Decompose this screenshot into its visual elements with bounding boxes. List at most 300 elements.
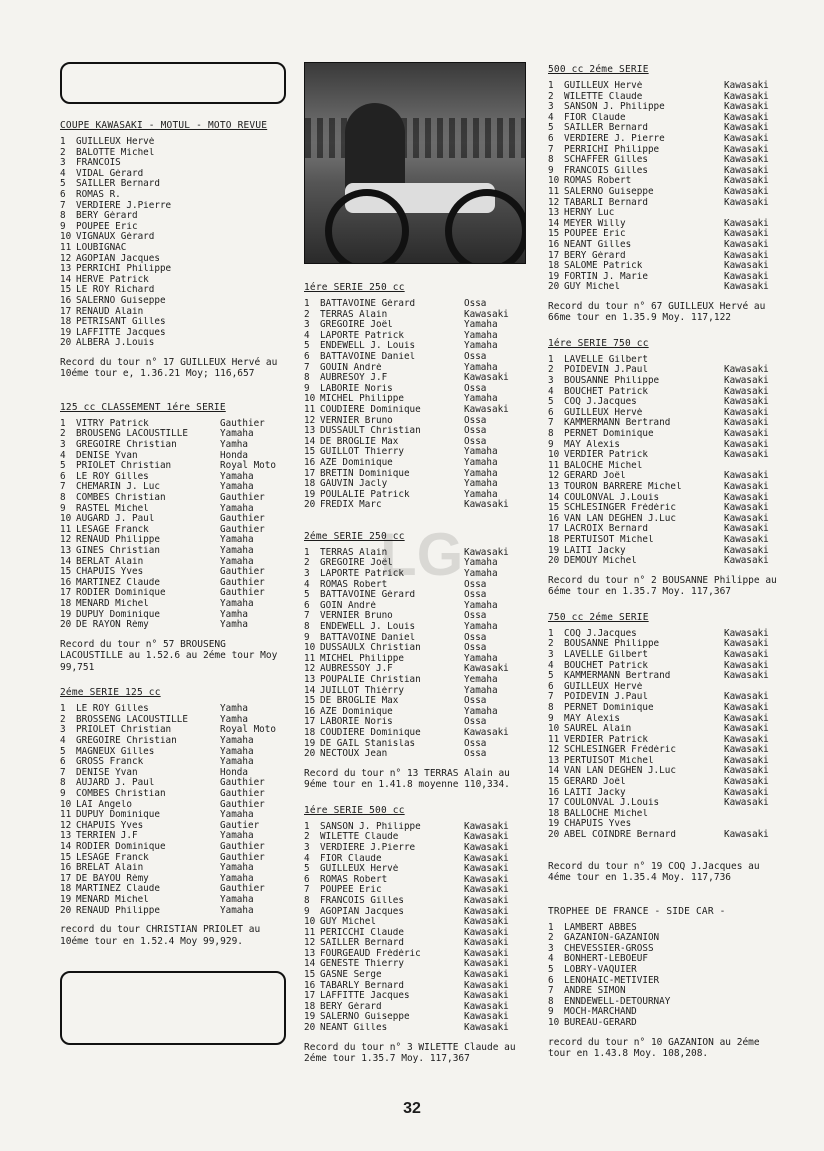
position-number: 4 — [304, 578, 310, 590]
position-number: 3 — [548, 648, 554, 660]
rider-name: BROSSENG LACOUSTILLE — [76, 714, 188, 725]
make-name: Kawasaki — [724, 733, 769, 745]
rider-name: SCHLESINGER Frédéric — [564, 745, 676, 756]
position-number: 6 — [548, 406, 554, 418]
position-number: 6 — [304, 873, 310, 885]
rider-name: LABORIE Noris — [320, 717, 393, 728]
position-number: 11 — [548, 733, 560, 745]
rider-name: LAITI Jacky — [564, 545, 626, 556]
position-number: 10 — [548, 1016, 560, 1028]
lap-record: Record du tour n° 3 WILETTE Claude au 2éme tour 1.35.7 Moy. 117,367 — [304, 1041, 516, 1065]
rider-name: BRELAT Alain — [76, 863, 144, 874]
position-number: 15 — [304, 446, 316, 458]
make-name: Yamaha — [464, 621, 498, 633]
rider-name: LAPORTE Patrick — [320, 330, 404, 341]
position-number: 16 — [60, 862, 72, 874]
make-name: Kawasaki — [724, 797, 769, 809]
make-name: Ossa — [464, 642, 487, 654]
result-row — [60, 328, 286, 339]
section-title: 1ére SERIE 750 cc — [548, 337, 649, 349]
rider-name: LAITI Jacky — [564, 787, 626, 798]
result-row — [548, 997, 784, 1008]
lap-record: Record du tour n° 67 GUILLEUX Hervé au 66me tour en 1.35.9 Moy. 117,122 — [548, 300, 766, 324]
rider-name: PRIOLET Christian — [76, 725, 172, 736]
rider-name: GENESTE Thierry — [320, 959, 404, 970]
make-name: Ossa — [464, 610, 487, 622]
make-name: Yamaha — [220, 862, 254, 874]
position-number: 17 — [548, 523, 560, 535]
position-number: 8 — [548, 428, 554, 440]
rider-name: BOUSANNE Philippe — [564, 376, 660, 387]
make-name: Yamaha — [220, 502, 254, 514]
result-row — [60, 546, 286, 557]
position-number: 2 — [60, 146, 66, 158]
result-row — [304, 416, 530, 427]
result-row — [60, 317, 286, 328]
position-number: 19 — [304, 737, 316, 749]
position-number: 20 — [548, 829, 560, 841]
position-number: 3 — [548, 942, 554, 954]
rider-name: FRANCOIS Gilles — [320, 895, 404, 906]
position-number: 1 — [304, 820, 310, 832]
rider-name: SCHAFFER Gilles — [564, 155, 648, 166]
position-number: 13 — [304, 947, 316, 959]
result-row — [548, 798, 784, 809]
rider-name: CHEVESSIER-GROSS — [564, 943, 654, 954]
position-number: 9 — [548, 1006, 554, 1018]
rider-name: LAVELLE Gilbert — [564, 649, 648, 660]
result-row — [304, 896, 530, 907]
rider-name: LE ROY Gilles — [76, 471, 149, 482]
position-number: 11 — [304, 652, 316, 664]
lap-record: Record du tour n° 57 BROUSENG LACOUSTILLE au 1.52.6 au 2éme tour Moy 99,751 — [60, 638, 278, 673]
result-row — [548, 830, 784, 841]
result-row — [304, 299, 530, 310]
rider-name: BUREAU-GERARD — [564, 1017, 637, 1028]
position-number: 7 — [60, 481, 66, 493]
position-number: 2 — [304, 831, 310, 843]
results-list — [304, 822, 530, 1034]
make-name: Kawasaki — [464, 499, 509, 511]
rider-name: GUILLEUX Hervé — [76, 137, 155, 147]
race-photo — [304, 62, 526, 264]
position-number: 10 — [548, 175, 560, 187]
rider-name: GOUIN André — [320, 362, 382, 373]
position-number: 4 — [548, 659, 554, 671]
position-number: 18 — [548, 807, 560, 819]
make-name: Yamaha — [220, 872, 254, 884]
make-name: Yamaha — [220, 597, 254, 609]
result-row — [60, 190, 286, 201]
position-number: 6 — [60, 470, 66, 482]
make-name: Ossa — [464, 578, 487, 590]
rider-name: WILETTE Claude — [564, 91, 643, 102]
make-name: Kawasaki — [724, 701, 769, 713]
make-name — [220, 148, 286, 159]
make-name: Gauthier — [220, 798, 265, 810]
position-number: 14 — [60, 840, 72, 852]
position-number: 19 — [60, 326, 72, 338]
position-number: 10 — [548, 449, 560, 461]
position-number: 1 — [548, 353, 554, 365]
make-name: Ossa — [464, 382, 487, 394]
rider-name: COMBES Christian — [76, 493, 166, 504]
result-row — [60, 169, 286, 180]
make-name: Kawasaki — [724, 122, 769, 134]
rider-name: BERY Gérard — [564, 250, 626, 261]
section-title: 2éme SERIE 125 cc — [60, 687, 161, 699]
position-number: 12 — [304, 937, 316, 949]
position-number: 18 — [60, 316, 72, 328]
position-number: 17 — [548, 249, 560, 261]
position-number: 5 — [304, 589, 310, 601]
make-name: Gauthier — [220, 417, 265, 429]
rider-name: POIDEVIN J.Paul — [564, 692, 648, 703]
rider-name: LAFFITTE Jacques — [320, 991, 410, 1002]
rider-name: RENAUD Philippe — [76, 905, 160, 916]
section-title: 500 cc 2éme SERIE — [548, 64, 649, 75]
rider-name: LESAGE Franck — [76, 524, 149, 535]
position-number: 6 — [60, 756, 66, 768]
make-name: Yamaha — [464, 568, 498, 580]
make-name: Kawasaki — [724, 491, 769, 503]
make-name — [724, 809, 784, 820]
lap-record: Record du tour n° 13 TERRAS Alain au 9éme tour en 1.41.8 moyenne 110,334. — [304, 767, 510, 791]
results-list — [60, 419, 286, 631]
rider-name: PRIOLET Christian — [76, 461, 172, 472]
position-number: 7 — [548, 691, 554, 703]
rider-name: ENDEWELL J. Louis — [320, 341, 416, 352]
result-row — [548, 1007, 784, 1018]
result-row — [60, 599, 286, 610]
result-row — [60, 704, 286, 715]
position-number: 3 — [304, 568, 310, 580]
rider-name: VAN LAN DEGHEN J.Luc — [564, 766, 676, 777]
position-number: 17 — [60, 305, 72, 317]
rider-name: SAILLER Bernard — [320, 938, 404, 949]
rider-name: BATTAVOINE Daniel — [320, 632, 416, 643]
make-name: Kawasaki — [464, 852, 509, 864]
rider-name: GUILLEUX Hervé — [564, 407, 643, 418]
make-name: Kawasaki — [724, 175, 769, 187]
results-list — [548, 81, 784, 293]
make-name — [220, 275, 286, 286]
position-number: 14 — [304, 958, 316, 970]
page-number: 32 — [403, 1100, 421, 1117]
position-number: 12 — [304, 663, 316, 675]
section-title: 2éme SERIE 250 cc — [304, 530, 405, 542]
column-right — [548, 62, 784, 1062]
rider-name: BATTAVOINE Daniel — [320, 351, 416, 362]
make-name — [220, 232, 286, 243]
rider-name: VERNIER Bruno — [320, 611, 393, 622]
position-number: 14 — [548, 765, 560, 777]
result-row — [304, 739, 530, 750]
result-row — [60, 307, 286, 318]
rider-name: AUBRESSOY J.F — [320, 664, 393, 675]
rider-name: PERRICHI Philippe — [76, 264, 172, 275]
make-name: Kawasaki — [464, 546, 509, 558]
rider-name: DE BROGLIE Max — [320, 436, 399, 447]
rider-name: PERICCHI Claude — [320, 927, 404, 938]
position-number: 1 — [304, 298, 310, 309]
position-number: 2 — [548, 90, 554, 102]
make-name: Yamaha — [464, 361, 498, 373]
result-row — [304, 749, 530, 760]
make-name — [724, 933, 784, 944]
make-name: Kawasaki — [724, 406, 769, 418]
results-list — [548, 355, 784, 567]
make-name: Kawasaki — [724, 638, 769, 650]
result-row — [60, 440, 286, 451]
make-name: Kawasaki — [464, 663, 509, 675]
rider-name: CHAPUIS Yves — [76, 820, 144, 831]
rider-name: LE ROY Gilles — [76, 704, 149, 715]
make-name: Kawasaki — [464, 947, 509, 959]
position-number: 18 — [304, 1000, 316, 1012]
rider-name: TABARLY Bernard — [320, 980, 404, 991]
make-name — [724, 944, 784, 955]
position-number: 5 — [548, 964, 554, 975]
position-number: 16 — [304, 456, 316, 468]
position-number: 9 — [304, 631, 310, 643]
result-row — [548, 482, 784, 493]
position-number: 3 — [548, 375, 554, 387]
make-name: Gauthier — [220, 883, 265, 895]
position-number: 16 — [60, 294, 72, 306]
rider-name: MOCH-MARCHAND — [564, 1007, 637, 1018]
position-number: 7 — [548, 143, 554, 155]
position-number: 15 — [60, 851, 72, 863]
rider-name: GUILLOT Thierry — [320, 447, 404, 458]
lap-record: Record du tour n° 17 GUILLEUX Hervé au 10éme tour e, 1.36.21 Moy; 116,657 — [60, 356, 278, 380]
rider-name: ENDEWELL J. Louis — [320, 622, 416, 633]
position-number: 8 — [304, 894, 310, 906]
section-title: TROPHEE DE FRANCE - SIDE CAR - — [548, 905, 726, 917]
results-list — [304, 299, 530, 511]
position-number: 18 — [548, 260, 560, 272]
result-row — [60, 137, 286, 148]
rider-name: PERNET Dominique — [564, 702, 654, 713]
rider-name: FIOR Claude — [564, 112, 626, 123]
make-name: Kawasaki — [724, 776, 769, 788]
position-number: 4 — [304, 852, 310, 864]
rider-name: POUPEE Eric — [76, 221, 138, 232]
rider-name: LABORIE Noris — [320, 383, 393, 394]
make-name: Kawasaki — [724, 523, 769, 535]
make-name: Ossa — [464, 631, 487, 643]
make-name: Kawasaki — [724, 670, 769, 682]
position-number: 10 — [304, 916, 316, 928]
position-number: 14 — [548, 491, 560, 503]
make-name: Kawasaki — [464, 884, 509, 896]
position-number: 1 — [548, 627, 554, 639]
make-name — [220, 211, 286, 222]
result-row — [548, 671, 784, 682]
position-number: 8 — [304, 621, 310, 633]
result-row — [304, 405, 530, 416]
position-number: 10 — [304, 393, 316, 405]
make-name: Yamaha — [464, 446, 498, 458]
rider-name: MAGNEUX Gilles — [76, 746, 155, 757]
position-number: 9 — [60, 220, 66, 232]
position-number: 17 — [60, 587, 72, 599]
rider-name: GREGOIRE Joël — [320, 558, 393, 569]
make-name: Ossa — [464, 695, 487, 707]
position-number: 4 — [60, 735, 66, 747]
result-row — [548, 134, 784, 145]
rider-name: SALOME Patrick — [564, 261, 643, 272]
make-name: Ossa — [464, 414, 487, 426]
make-name: Kawasaki — [724, 90, 769, 102]
position-number: 4 — [548, 385, 554, 397]
make-name: Kawasaki — [724, 143, 769, 155]
rider-name: DE BAYOU Rémy — [76, 873, 149, 884]
make-name: Kawasaki — [724, 481, 769, 492]
rider-name: SANSON J. Philippe — [320, 821, 421, 832]
rider-name: LAVELLE Gilbert — [564, 354, 648, 365]
rider-name: BALOCHE Michel — [564, 460, 643, 471]
position-number: 17 — [304, 467, 316, 479]
position-number: 9 — [548, 164, 554, 176]
make-name: Kawasaki — [724, 132, 769, 144]
make-name — [724, 1018, 784, 1029]
make-name — [220, 264, 286, 275]
position-number: 20 — [548, 281, 560, 293]
position-number: 1 — [60, 136, 66, 147]
position-number: 14 — [60, 273, 72, 285]
make-name: Kawasaki — [464, 926, 509, 938]
result-row — [548, 556, 784, 567]
position-number: 12 — [548, 744, 560, 756]
make-name: Kawasaki — [464, 1011, 509, 1023]
rider-name: LE ROY Richard — [76, 285, 155, 296]
make-name: Kawasaki — [724, 364, 769, 376]
position-number: 15 — [548, 502, 560, 514]
rider-name: HERVE Patrick — [76, 274, 149, 285]
make-name: Gauthier — [220, 587, 265, 599]
position-number: 7 — [548, 417, 554, 429]
rider-name: COQ J.Jacques — [564, 397, 637, 408]
rider-name: GOIN André — [320, 600, 376, 611]
make-name: Kawasaki — [724, 765, 769, 777]
position-number: 15 — [548, 228, 560, 240]
make-name: Yamha — [220, 619, 248, 631]
rider-name: VERDIER Patrick — [564, 450, 648, 461]
make-name: Gauthier — [220, 513, 265, 525]
position-number: 4 — [304, 329, 310, 341]
make-name — [724, 986, 784, 997]
result-row — [548, 809, 784, 820]
make-name: Kawasaki — [464, 726, 509, 738]
position-number: 17 — [304, 716, 316, 728]
result-row — [548, 944, 784, 955]
make-name — [220, 201, 286, 212]
result-row — [548, 650, 784, 661]
rider-name: PERNET Dominique — [564, 429, 654, 440]
section-title: 1ére SERIE 250 cc — [304, 282, 405, 293]
make-name: Honda — [220, 449, 248, 461]
make-name: Kawasaki — [464, 916, 509, 928]
result-row — [304, 622, 530, 633]
position-number: 10 — [60, 231, 72, 243]
position-number: 11 — [548, 459, 560, 471]
rider-name: LOBRY-VAQUIER — [564, 965, 637, 975]
rider-name: DE RAYON Rémy — [76, 620, 149, 631]
rider-name: AZE Dominique — [320, 457, 393, 468]
make-name — [220, 169, 286, 180]
make-name — [220, 317, 286, 328]
result-row — [60, 610, 286, 621]
rider-name: JUILLOT Thiérry — [320, 685, 404, 696]
position-number: 2 — [304, 308, 310, 320]
rider-name: BONHERT-LEBOEUF — [564, 954, 648, 965]
make-name: Yamha — [220, 608, 248, 620]
rider-name: WILETTE Claude — [320, 832, 399, 843]
rider-name: BRETIN Dominique — [320, 468, 410, 479]
result-row — [304, 426, 530, 437]
rider-name: NEANT Gilles — [564, 239, 632, 250]
rider-name: LAMBERT ABBES — [564, 922, 637, 933]
make-name — [220, 307, 286, 318]
position-number: 17 — [548, 797, 560, 809]
make-name: Yamaha — [220, 534, 254, 546]
position-number: 19 — [304, 1011, 316, 1023]
results-list — [548, 629, 784, 841]
result-row — [60, 296, 286, 307]
rider-name: MEYER Willy — [564, 218, 626, 229]
position-number: 14 — [548, 217, 560, 229]
result-row — [60, 201, 286, 212]
result-row — [60, 264, 286, 275]
rider-name: ANDRE SIMON — [564, 986, 626, 997]
empty-frame-bottom — [60, 971, 286, 1045]
make-name: Kawasaki — [724, 396, 769, 408]
make-name — [220, 158, 286, 169]
position-number: 12 — [548, 470, 560, 482]
rider-name: POUPALIE Christian — [320, 675, 421, 685]
rider-name: RASTEL Michel — [76, 503, 149, 514]
column-left — [60, 62, 286, 1061]
make-name: Yamha — [220, 439, 248, 451]
position-number: 1 — [60, 417, 66, 429]
position-number: 20 — [548, 555, 560, 567]
position-number: 6 — [60, 188, 66, 200]
position-number: 18 — [60, 883, 72, 895]
make-name — [220, 243, 286, 254]
result-row — [60, 338, 286, 349]
position-number: 19 — [548, 818, 560, 830]
make-name: Kawasaki — [724, 238, 769, 250]
position-number: 11 — [60, 523, 72, 535]
make-name: Kawasaki — [724, 438, 769, 450]
rider-name: DENISE Yvan — [76, 767, 138, 778]
result-row — [548, 187, 784, 198]
make-name: Yamaha — [464, 652, 498, 664]
rider-name: BALLOCHE Michel — [564, 808, 648, 819]
rider-name: RENAUD Philippe — [76, 535, 160, 546]
position-number: 9 — [60, 788, 66, 799]
rider-name: GUY Michel — [320, 917, 376, 928]
make-name: Gauthier — [220, 566, 265, 578]
rider-name: DUSSAULT Christian — [320, 426, 421, 437]
rider-name: MAY Alexis — [564, 713, 620, 724]
make-name: Ossa — [464, 589, 487, 601]
make-name: Kawasaki — [724, 417, 769, 429]
position-number: 1 — [548, 921, 554, 933]
result-row — [304, 1023, 530, 1034]
result-row — [60, 620, 286, 631]
